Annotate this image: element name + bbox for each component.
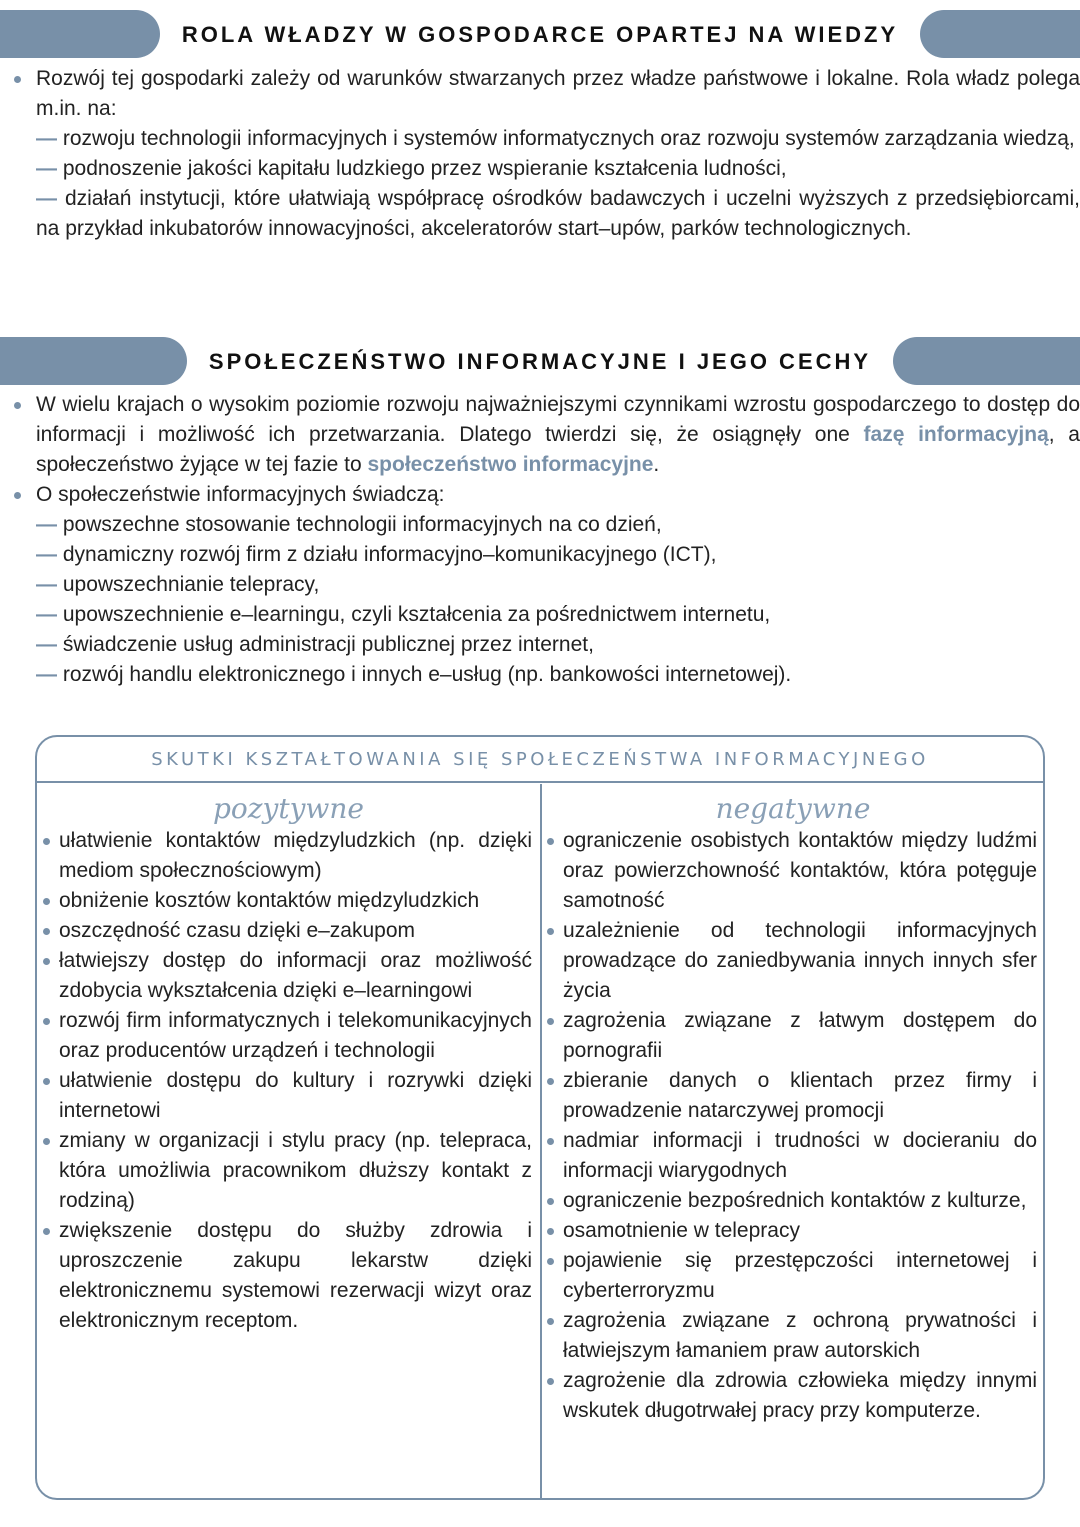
section-title: ROLA WŁADZY W GOSPODARCE OPARTEJ NA WIEDZY (181, 22, 899, 47)
positive-effect-item: ułatwienie dostępu do kultury i rozrywki dzięki internetowi (39, 1066, 540, 1126)
negative-effect-item: zagrożenia związane z ochroną prywatności i łatwiejszym łamaniem praw autorskich (543, 1306, 1043, 1366)
table-title: SKUTKI KSZTAŁTOWANIA SIĘ SPOŁECZEŃSTWA INFORMACYJNEGO (37, 737, 1043, 783)
negative-effect-item: uzależnienie od technologii informacyjnych prowadzące do zaniedbywania innych innych sfer życia (543, 916, 1043, 1006)
highlight-term: społeczeństwo informacyjne (367, 453, 654, 476)
positive-effect-item: oszczędność czasu dzięki e–zakupom (39, 916, 540, 946)
section-title: SPOŁECZEŃSTWO INFORMACYJNE I JEGO CECHY (208, 349, 872, 374)
header-pill-left (0, 10, 160, 58)
dash-item: — podnoszenie jakości kapitału ludzkiego przez wspieranie kształcenia ludności, (36, 157, 787, 180)
negative-effect-item: zbieranie danych o klientach przez firmy i prowadzenie natarczywej promocji (543, 1066, 1043, 1126)
dash-item: — dynamiczny rozwój firm z działu informacyjno–komunikacyjnego (ICT), (36, 543, 717, 566)
paragraph: W wielu krajach o wysokim poziomie rozwoju najważniejszymi czynnikami wzrostu gospodarczego to dostęp do informacji i możliwość ich przetwarzania. Dlatego twierdzi się, że osiągnęły one fazę informacyjną, a społeczeństwo żyjące w tej fazie to społeczeństwo informacyjne. (12, 390, 1080, 480)
highlight-term: fazę informacyjną (863, 423, 1049, 446)
dash-item: — świadczenie usług administracji publicznej przez internet, (36, 633, 594, 656)
positive-effect-item: zwiększenie dostępu do służby zdrowia i uproszczenie zakupu lekarstw dzięki elektronicznemu systemowi rezerwacji wizyt oraz elektronicznym receptom. (39, 1216, 540, 1336)
negative-heading: negatywne (715, 792, 871, 825)
section-header-2 (0, 337, 1080, 385)
dash-item: — upowszechnianie telepracy, (36, 573, 320, 596)
header-pill-right (893, 337, 1080, 385)
negative-effect-item: ograniczenie osobistych kontaktów między ludźmi oraz powierzchowność kontaktów, która potęguje samotność (543, 826, 1043, 916)
dash-item: — upowszechnienie e–learningu, czyli kształcenia za pośrednictwem internetu, (36, 603, 771, 626)
positive-effect-item: zmiany w organizacji i stylu pracy (np. telepraca, która umożliwia pracownikom dłuższy kontakt z rodziną) (39, 1126, 540, 1216)
paragraph: O społeczeństwie informacyjnych świadczą: (12, 480, 1080, 510)
header-pill-right (920, 10, 1080, 58)
section-2-body (12, 390, 1080, 690)
negative-effect-item: zagrożenia związane z łatwym dostępem do pornografii (543, 1006, 1043, 1066)
dash-item: — powszechne stosowanie technologii informacyjnych na co dzień, (36, 513, 662, 536)
negative-effect-item: pojawienie się przestępczości internetowej i cyberterroryzmu (543, 1246, 1043, 1306)
effects-table (35, 735, 1045, 1500)
positive-effect-item: obniżenie kosztów kontaktów międzyludzkich (39, 886, 540, 916)
dash-item: — rozwój handlu elektronicznego i innych e–usług (np. bankowości internetowej). (36, 663, 792, 686)
negative-effect-item: zagrożenie dla zdrowia człowieka między innymi wskutek długotrwałej pracy przy komputerze. (543, 1366, 1043, 1426)
dash-item: — rozwoju technologii informacyjnych i systemów informatycznych oraz rozwoju systemów zarządzania wiedzą, (36, 127, 1075, 150)
positive-effect-item: rozwój firm informatycznych i telekomunikacyjnych oraz producentów urządzeń i technologii (39, 1006, 540, 1066)
positive-effect-item: ułatwienie kontaktów międzyludzkich (np. dzięki mediom społecznościowym) (39, 826, 540, 886)
negative-effect-item: ograniczenie bezpośrednich kontaktów z kulturze, (543, 1186, 1043, 1216)
section-header-1 (0, 10, 1080, 58)
header-pill-left (0, 337, 187, 385)
negative-effect-item: osamotnienie w telepracy (543, 1216, 1043, 1246)
paragraph: Rozwój tej gospodarki zależy od warunków stwarzanych przez władze państwowe i lokalne. Rola władz polega m.in. na: (12, 64, 1080, 124)
positive-heading: pozytywne (213, 792, 364, 825)
positive-effect-item: łatwiejszy dostęp do informacji oraz możliwość zdobycia wykształcenia dzięki e–learningowi (39, 946, 540, 1006)
negative-effect-item: nadmiar informacji i trudności w docieraniu do informacji wiarygodnych (543, 1126, 1043, 1186)
dash-item: — działań instytucji, które ułatwiają współpracę ośrodków badawczych i uczelni wyższych z przedsiębiorcami, na przykład inkubatorów innowacyjności, akceleratorów start–upów, parków technologicznych. (36, 187, 1080, 240)
positive-column (37, 784, 542, 1498)
section-1-body (12, 64, 1080, 244)
negative-column (543, 784, 1043, 1498)
